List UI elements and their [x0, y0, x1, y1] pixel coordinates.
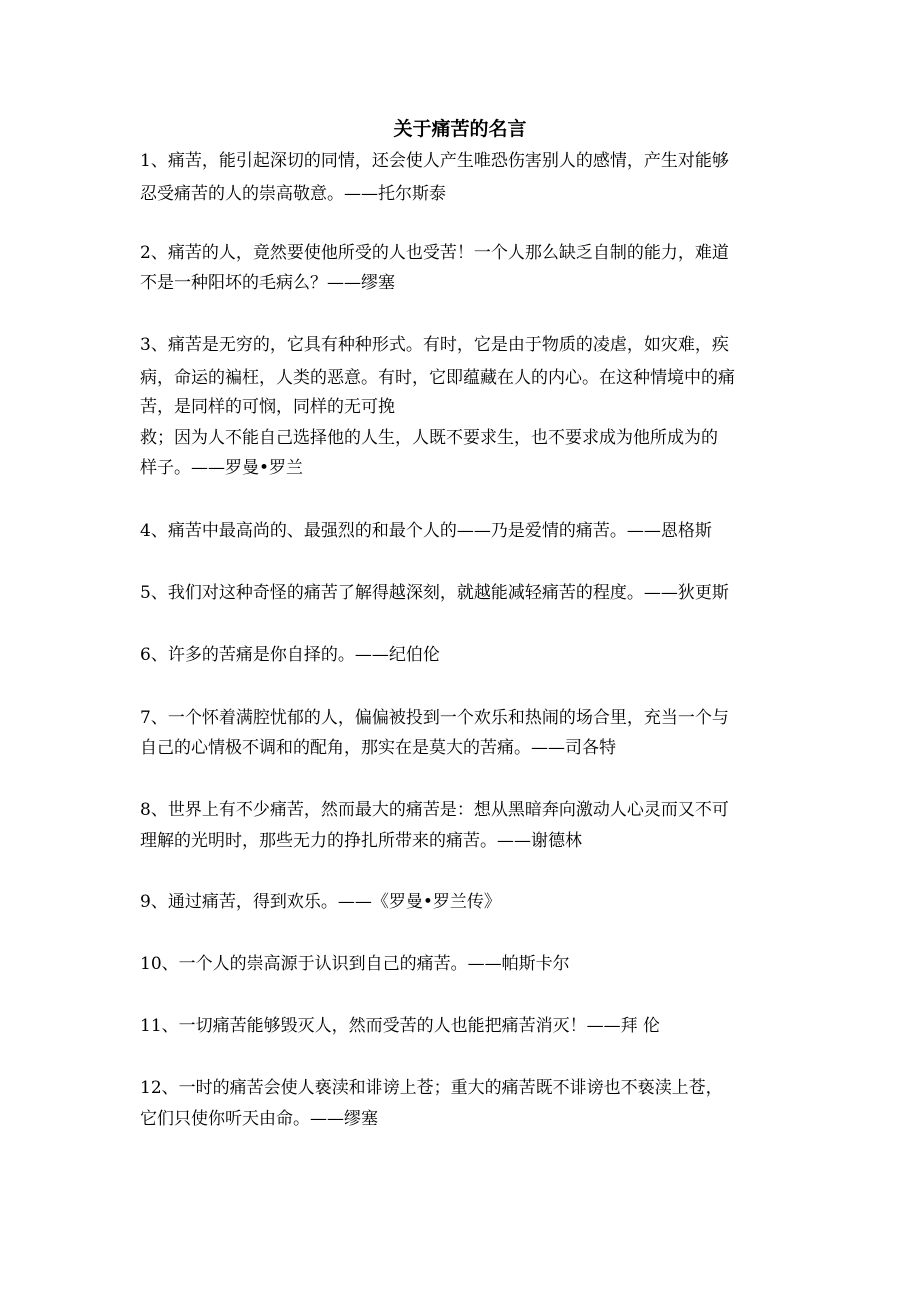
quote-12-line-2: 它们只使你听天由命。——缪塞	[140, 1109, 378, 1129]
quote-4-line-1: 4、痛苦中最高尚的、最强烈的和最个人的——乃是爱情的痛苦。——恩格斯	[140, 521, 712, 541]
quote-2-line-1: 2、痛苦的人，竟然要使他所受的人也受苦！一个人那么缺乏自制的能力，难道	[140, 243, 729, 263]
document-title: 关于痛苦的名言	[393, 118, 527, 140]
quote-3-line-5: 样子。——罗曼•罗兰	[140, 458, 304, 478]
quote-8-line-2: 理解的光明时，那些无力的挣扎所带来的痛苦。——谢德林	[140, 831, 582, 851]
quote-3-line-3: 苦，是同样的可悯，同样的无可挽	[140, 397, 395, 417]
quote-6-line-1: 6、许多的苦痛是你自择的。——纪伯伦	[140, 645, 440, 665]
quote-7-line-2: 自己的心情极不调和的配角，那实在是莫大的苦痛。——司各特	[140, 738, 616, 758]
quote-1-line-2: 忍受痛苦的人的崇高敬意。——托尔斯泰	[140, 184, 446, 204]
quote-7-line-1: 7、一个怀着满腔忧郁的人，偏偏被投到一个欢乐和热闹的场合里，充当一个与	[140, 708, 729, 728]
quote-2-line-2: 不是一种阳坏的毛病么？——缪塞	[140, 273, 395, 293]
quote-8-line-1: 8、世界上有不少痛苦，然而最大的痛苦是：想从黑暗奔向激动人心灵而又不可	[140, 800, 729, 820]
quote-3-line-4: 救；因为人不能自己选择他的人生，人既不要求生，也不要求成为他所成为的	[140, 428, 718, 448]
quote-11-line-1: 11、一切痛苦能够毁灭人，然而受苦的人也能把痛苦消灭！——拜 伦	[140, 1016, 661, 1036]
quote-12-line-1: 12、一时的痛苦会使人亵渎和诽谤上苍；重大的痛苦既不诽谤也不亵渎上苍，	[140, 1078, 723, 1098]
quote-9-line-1: 9、通过痛苦，得到欢乐。——《罗曼•罗兰传》	[140, 892, 501, 912]
quote-5-line-1: 5、我们对这种奇怪的痛苦了解得越深刻，就越能减轻痛苦的程度。——狄更斯	[140, 583, 729, 603]
quote-10-line-1: 10、一个人的崇高源于认识到自己的痛苦。——帕斯卡尔	[140, 954, 570, 974]
quote-3-line-1: 3、痛苦是无穷的，它具有种种形式。有时，它是由于物质的凌虐，如灾难，疾	[140, 335, 729, 355]
quote-1-line-1: 1、痛苦，能引起深切的同情，还会使人产生唯恐伤害别人的感情，产生对能够	[140, 151, 729, 171]
quote-3-line-2: 病，命运的褊枉，人类的恶意。有时，它即蕴藏在人的内心。在这种情境中的痛	[140, 368, 735, 388]
